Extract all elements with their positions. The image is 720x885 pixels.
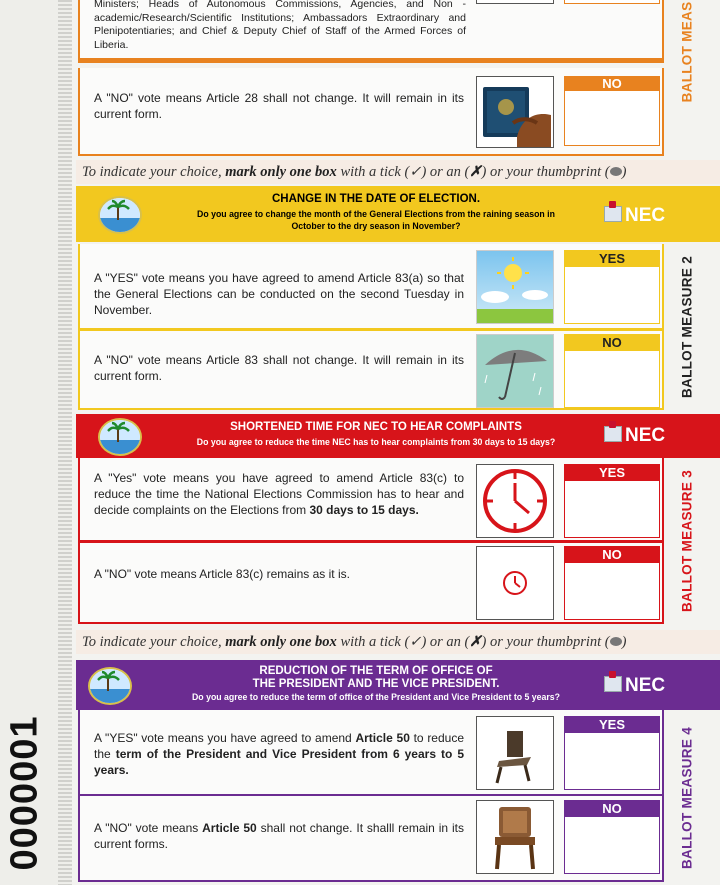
nec-logo: NEC [604,676,665,696]
measure3-no-box[interactable]: NO [564,546,660,620]
small-chair-image [476,716,554,790]
passport-image [476,76,554,148]
measure2-no-text: A "NO" vote means Article 83 shall not change. It will remain in its current form. [94,353,464,383]
liberia-seal-icon [98,196,142,234]
measure4-no-text: A "NO" vote means Article 50 shall not change. It shalll remain in its current forms. [94,821,464,851]
measure2-title: CHANGE IN THE DATE OF ELECTION. [271,193,481,205]
measure3-title: SHORTENED TIME FOR NEC TO HEAR COMPLAINTS [230,421,522,433]
ballot-box-icon [604,206,622,222]
measure3-yes-text: A "Yes" vote means you have agreed to amend Article 83(c) to reduce the time the National Elections Commission has to hear and decide complaints on the Elections from 30 days to 15 days. [94,471,464,517]
sunny-weather-image [476,250,554,324]
measure1-image [476,0,554,4]
ballot-box-icon [604,676,622,692]
measure1-side-label: BALLOT MEAS [679,1,695,103]
measure4-title-line1: REDUCTION OF THE TERM OF OFFICE OF [259,665,493,677]
measure3-divider [80,540,662,543]
clock-small-image [476,546,554,620]
measure1-continuation [78,0,664,60]
measure1-no-box[interactable]: NO [564,76,660,146]
measure4-no-box[interactable]: NO [564,800,660,874]
measure2-body [78,244,664,410]
measure4-body [78,710,664,882]
serial-number: 0000001 [3,715,46,871]
measure1-no-text: A "NO" vote means Article 28 shall not change. It will remain in its current form. [94,91,464,121]
measure2-header [76,186,720,242]
measure2-side-label: BALLOT MEASURE 2 [679,255,695,399]
measure1-yes-box[interactable] [564,0,660,4]
measure2-question: Do you agree to change the month of the General Elections from the raining season in October to the dry season in November? [197,209,555,232]
measure1-text: Ministers; Heads of Autonomous Commissions, Agencies, and Non -academic/Research/Scientific Institutions; Ambassadors Extraordinary and Plenipotentiaries; and Chief & Deputy Chief of Staff of the Armed Forces of Liberia. [94,0,466,51]
measure4-yes-text: A "YES" vote means you have agreed to amend Article 50 to reduce the term of the President and Vice President from 6 years to 5 years. [94,731,465,777]
instruction-line-2: To indicate your choice, mark only one box with a tick (✓) or an (✗) or your thumbprint ( ) [76,630,720,654]
umbrella-rain-image [476,334,554,408]
ballot-box-icon [604,426,622,442]
thumbprint-icon [610,167,622,176]
nec-logo: NEC [604,426,665,446]
security-microtext [58,0,72,885]
clock-large-image [476,464,554,538]
measure4-header [76,660,720,710]
measure1-no-row [78,68,664,156]
liberia-seal-icon [88,667,132,705]
liberia-seal-icon [98,418,142,456]
measure2-yes-box[interactable]: YES [564,250,660,324]
instruction-line-1: To indicate your choice, mark only one box with a tick (✓) or an (✗) or your thumbprint ( ) [76,160,720,184]
measure2-divider [80,328,662,331]
measure3-yes-box[interactable]: YES [564,464,660,538]
measure3-body [78,458,664,624]
measure4-yes-box[interactable]: YES [564,716,660,790]
measure4-divider [80,794,662,796]
measure2-yes-text: A "YES" vote means you have agreed to amend Article 83(a) so that the General Elections can be conducted on the second Tuesday in November. [94,271,464,317]
measure3-no-text: A "NO" vote means Article 83(c) remains as it is. [94,567,350,581]
measure3-header [76,414,720,458]
measure3-question: Do you agree to reduce the time NEC has to hear complaints from 30 days to 15 days? [196,437,556,448]
measure2-no-box[interactable]: NO [564,334,660,408]
measure1-divider [78,58,664,63]
measure4-question: Do you agree to reduce the term of office of the President and Vice President to 5 years? [192,692,560,703]
measure4-title-line2: THE PRESIDENT AND THE VICE PRESIDENT. [252,678,500,690]
measure3-side-label: BALLOT MEASURE 3 [679,469,695,613]
nec-logo: NEC [604,206,665,226]
large-chair-image [476,800,554,874]
measure4-side-label: BALLOT MEASURE 4 [679,726,695,870]
thumbprint-icon [610,637,622,646]
